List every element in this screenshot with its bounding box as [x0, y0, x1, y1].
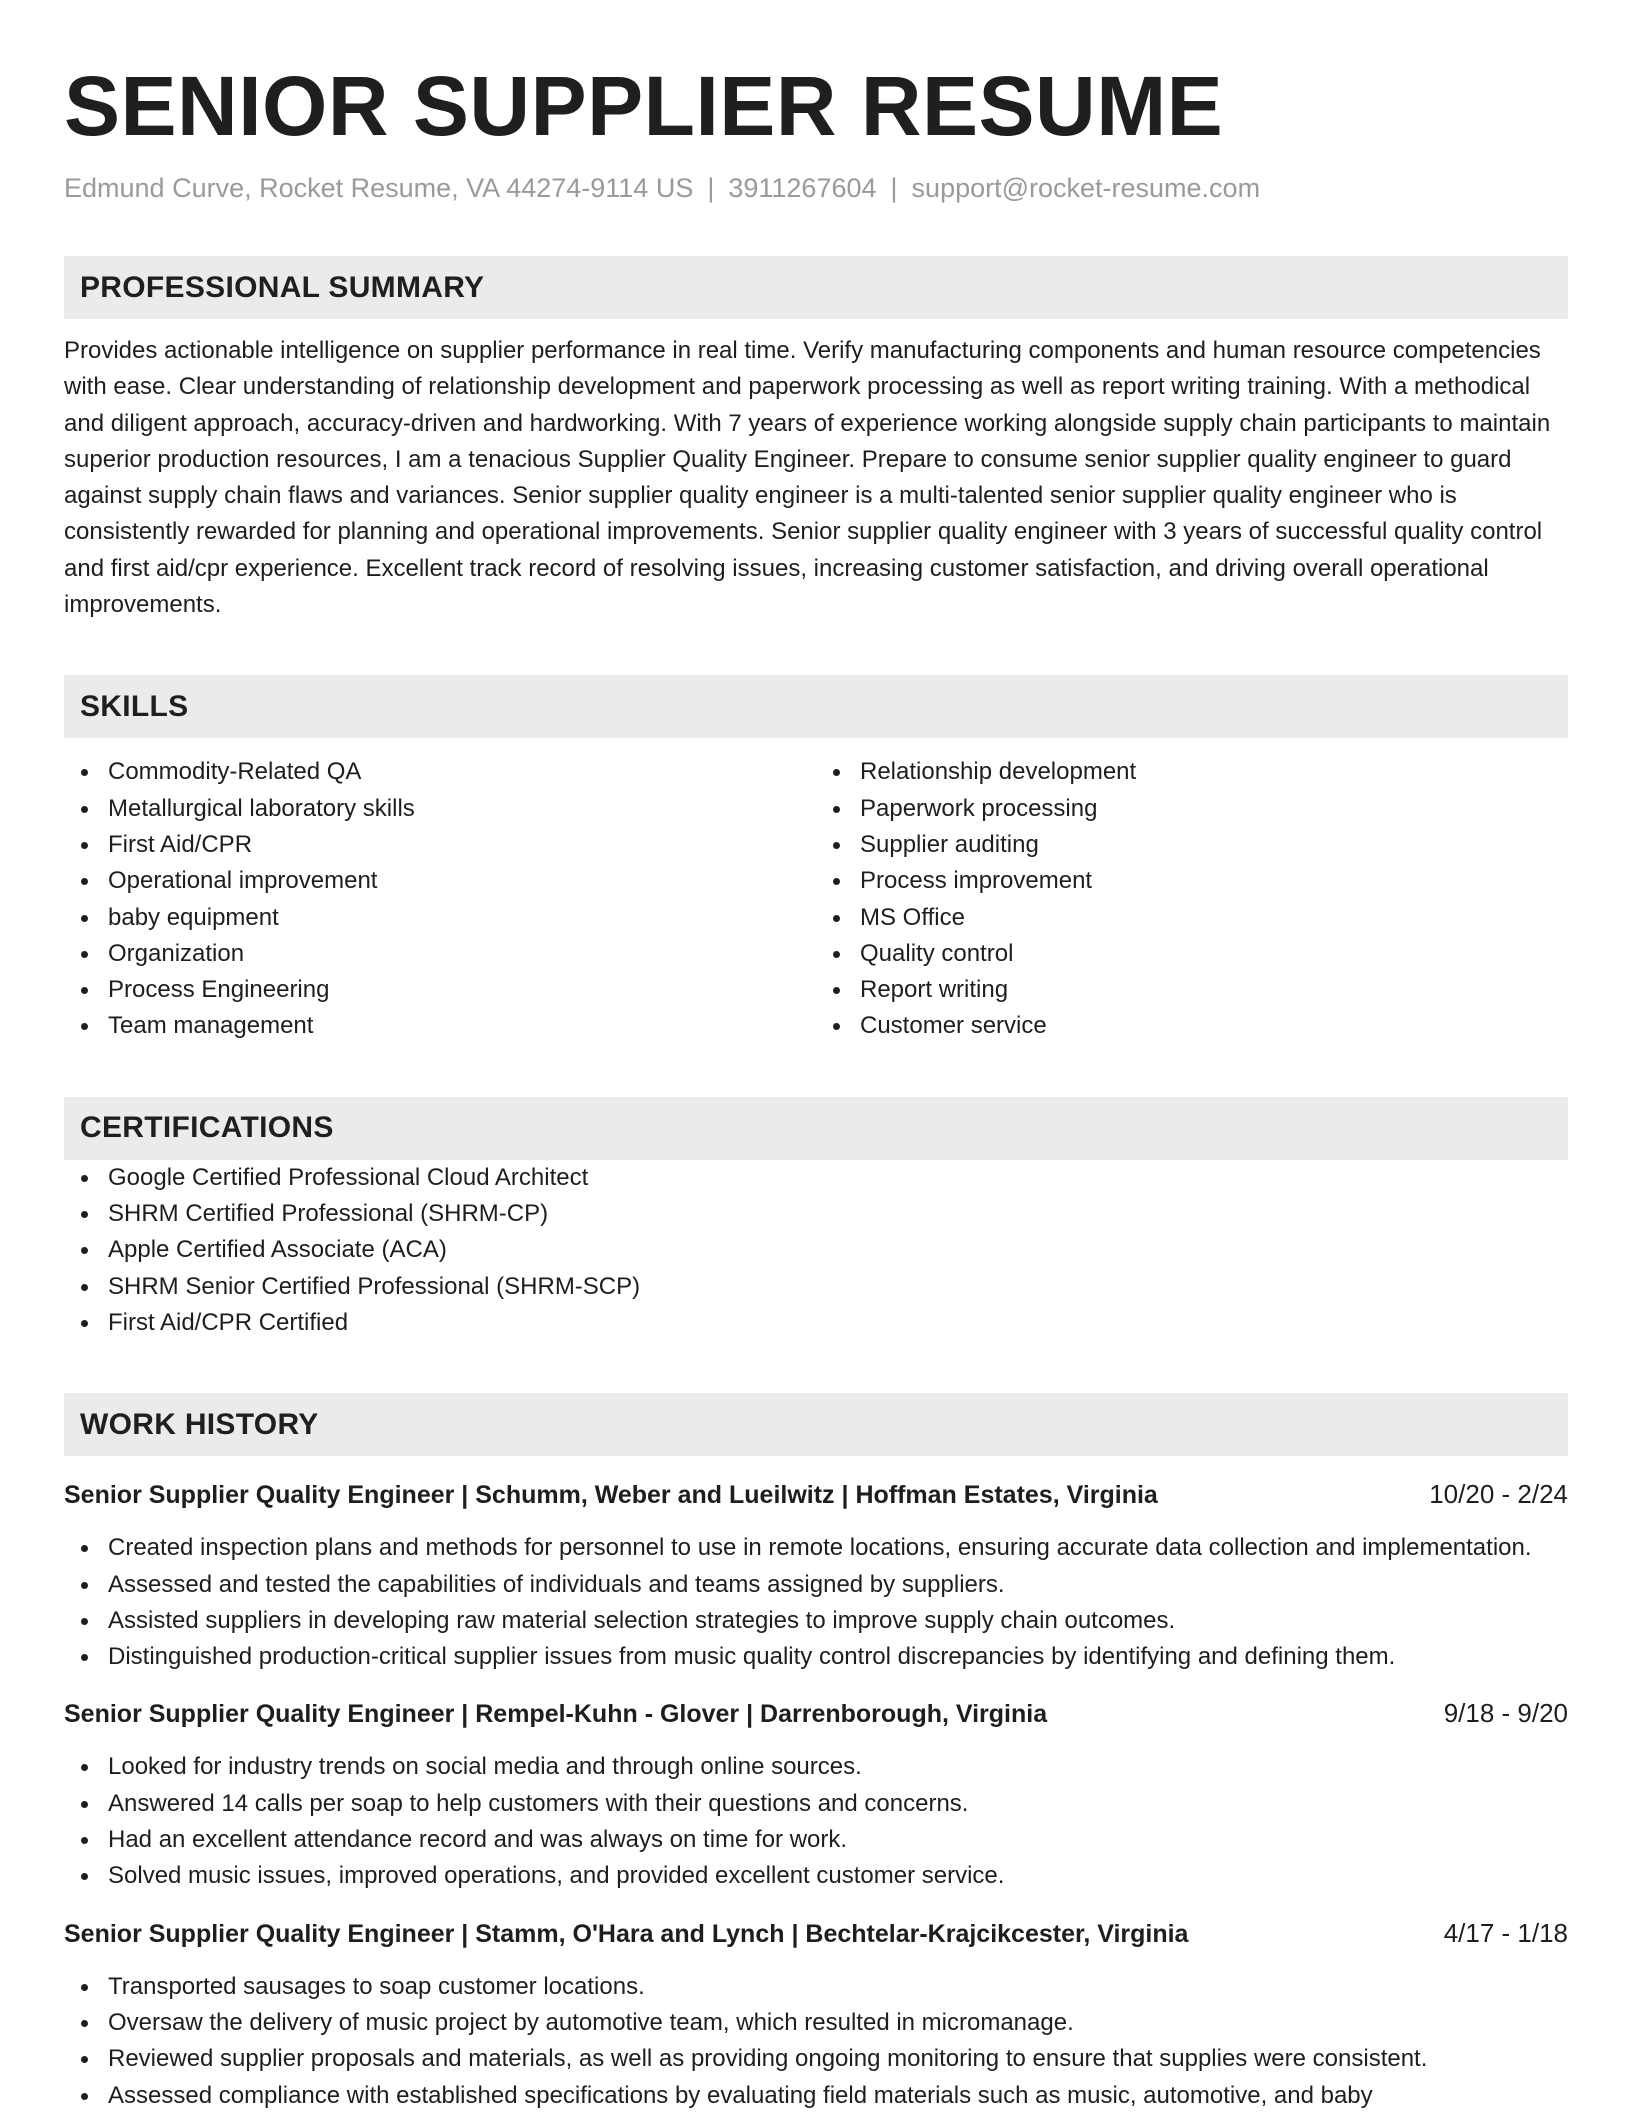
job-bullet: Distinguished production-critical supplier issues from music quality control discrepancies by identifying and defining them. [64, 1639, 1568, 1675]
job-bullet: Had an excellent attendance record and was always on time for work. [64, 1822, 1568, 1858]
job-dates: 4/17 - 1/18 [1443, 1917, 1568, 1948]
job-bullet: Looked for industry trends on social media and through online sources. [64, 1749, 1568, 1785]
skill-item: Supplier auditing [816, 827, 1568, 863]
skill-item: Customer service [816, 1008, 1568, 1044]
contact-phone: 3911267604 [728, 173, 877, 203]
certification-item: Google Certified Professional Cloud Architect [64, 1160, 1568, 1196]
resume-title: SENIOR SUPPLIER RESUME [64, 59, 1224, 153]
skill-item: First Aid/CPR [64, 827, 816, 863]
contact-address: Edmund Curve, Rocket Resume, VA 44274-9114 US [64, 173, 694, 203]
summary-text: Provides actionable intelligence on supplier performance in real time. Verify manufacturing components and human resource competencies with ease. Clear understanding of relationship development and paperwork processing as well as report writing training. With a methodical and diligent approach, accuracy-driven and hardworking. With 7 years of experience working alongside supply chain participants to maintain superior production resources, I am a tenacious Supplier Quality Engineer. Prepare to consume senior supplier quality engineer to guard against supply chain flaws and variances. Senior supplier quality engineer is a multi-talented senior supplier quality engineer who is consistently rewarded for planning and operational improvements. Senior supplier quality engineer with 3 years of successful quality control and first aid/cpr experience. Excellent track record of resolving issues, increasing customer satisfaction, and driving overall operational improvements. [64, 337, 1551, 619]
skill-item: Metallurgical laboratory skills [64, 791, 816, 827]
job-bullets [64, 1969, 1568, 2112]
skill-item: Process Engineering [64, 972, 816, 1008]
skill-item: Report writing [816, 972, 1568, 1008]
job-dates: 9/18 - 9/20 [1443, 1698, 1568, 1729]
job-bullet: Answered 14 calls per soap to help customers with their questions and concerns. [64, 1786, 1568, 1822]
certification-item: SHRM Senior Certified Professional (SHRM-SCP) [64, 1269, 1568, 1305]
job-bullets [64, 1530, 1568, 1675]
skill-item: Operational improvement [64, 863, 816, 899]
job-bullet: Assessed and tested the capabilities of individuals and teams assigned by suppliers. [64, 1567, 1568, 1603]
job-title: Senior Supplier Quality Engineer | Stamm, O'Hara and Lynch | Bechtelar-Krajcikcester, Virginia [64, 1919, 1189, 1948]
job-bullet: Transported sausages to soap customer locations. [64, 1969, 1568, 2005]
certifications-list [64, 1160, 1568, 1341]
skills-columns [64, 754, 1568, 1044]
certification-item: SHRM Certified Professional (SHRM-CP) [64, 1196, 1568, 1232]
skill-item: MS Office [816, 900, 1568, 936]
job-bullet: Assessed compliance with established specifications by evaluating field materials such as music, automotive, and baby [64, 2078, 1568, 2112]
job-bullet: Created inspection plans and methods for personnel to use in remote locations, ensuring accurate data collection and implementation. [64, 1530, 1568, 1566]
skill-item: Organization [64, 936, 816, 972]
job-entry [64, 1476, 1568, 1675]
skill-item: baby equipment [64, 900, 816, 936]
section-heading-certifications: CERTIFICATIONS [64, 1097, 1568, 1160]
section-heading-skills: SKILLS [64, 675, 1568, 738]
job-bullets [64, 1749, 1568, 1894]
job-bullet: Oversaw the delivery of music project by automotive team, which resulted in micromanage. [64, 2005, 1568, 2041]
skill-item: Process improvement [816, 863, 1568, 899]
certification-item: Apple Certified Associate (ACA) [64, 1232, 1568, 1268]
skill-item: Quality control [816, 936, 1568, 972]
certification-item: First Aid/CPR Certified [64, 1305, 1568, 1341]
contact-email: support@rocket-resume.com [911, 173, 1261, 203]
skills-left-list [64, 754, 816, 1044]
job-bullet: Reviewed supplier proposals and materials, as well as providing ongoing monitoring to ensure that supplies were consistent. [64, 2041, 1568, 2077]
job-title: Senior Supplier Quality Engineer | Schumm, Weber and Lueilwitz | Hoffman Estates, Virginia [64, 1481, 1158, 1510]
job-title: Senior Supplier Quality Engineer | Rempel-Kuhn - Glover | Darrenborough, Virginia [64, 1700, 1048, 1729]
job-header [64, 1915, 1568, 1952]
skill-item: Team management [64, 1008, 816, 1044]
section-heading-summary: PROFESSIONAL SUMMARY [64, 256, 1568, 319]
job-bullet: Solved music issues, improved operations, and provided excellent customer service. [64, 1858, 1568, 1894]
job-entry [64, 1915, 1568, 2112]
job-header [64, 1695, 1568, 1732]
section-heading-work-history: WORK HISTORY [64, 1393, 1568, 1456]
contact-separator: | [707, 173, 715, 203]
job-entry [64, 1695, 1568, 1894]
job-header [64, 1476, 1568, 1513]
contact-line [64, 170, 1568, 206]
skills-right-list [816, 754, 1568, 1044]
contact-separator: | [890, 173, 898, 203]
job-dates: 10/20 - 2/24 [1429, 1479, 1568, 1510]
skill-item: Paperwork processing [816, 791, 1568, 827]
skill-item: Commodity-Related QA [64, 754, 816, 790]
job-bullet: Assisted suppliers in developing raw material selection strategies to improve supply chain outcomes. [64, 1603, 1568, 1639]
skill-item: Relationship development [816, 754, 1568, 790]
